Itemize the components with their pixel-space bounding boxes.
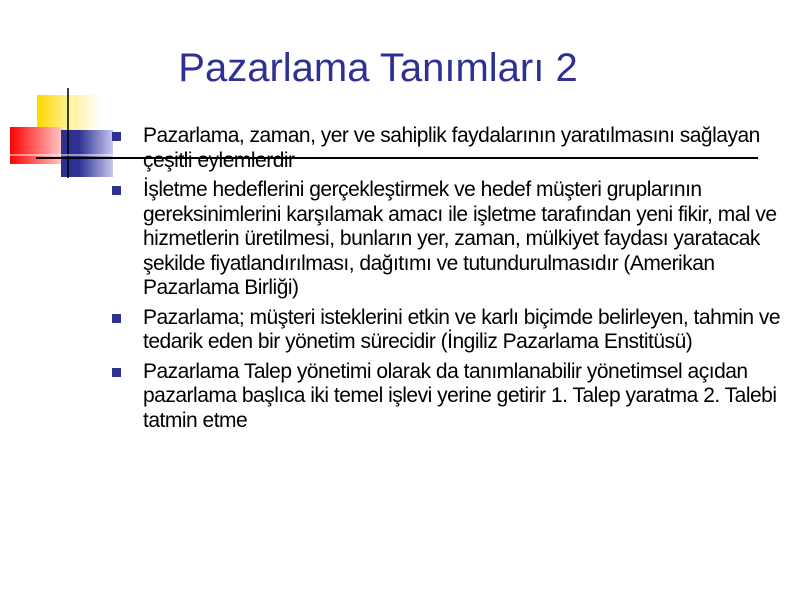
bullet-text-2: İşletme hedeflerini gerçekleştirmek ve hedef müşteri gruplarının gereksinimlerini karşılamak amacı ile işletme tarafından yeni fikir, mal ve hizmetlerin üretilmesi, bunların yer, zaman, mülkiyet faydası yaratacak şekilde fiyatlandırılması, dağıtımı ve tutundurulmasıdır (Amerikan Pazarlama Birliği)	[143, 178, 777, 299]
bullet-square-icon	[112, 132, 121, 141]
bullet-item-3	[112, 306, 782, 355]
bullet-list	[112, 124, 782, 438]
bullet-text-3: Pazarlama; müşteri isteklerini etkin ve karlı biçimde belirleyen, tahmin ve tedarik eden bir yönetim sürecidir (İngiliz Pazarlama Enstitüsü)	[143, 305, 781, 353]
bullet-square-icon	[112, 368, 121, 377]
deco-blue-square	[61, 130, 79, 177]
bullet-text-4: Pazarlama Talep yönetimi olarak da tanımlanabilir yönetimsel açıdan pazarlama başlıca iki temel işlevi yerine getirir 1. Talep yaratma 2. Talebi tatmin etme	[143, 359, 777, 432]
bullet-square-icon	[112, 186, 121, 195]
bullet-item-4	[112, 360, 782, 434]
decorative-squares	[0, 0, 130, 190]
bullet-text-1: Pazarlama, zaman, yer ve sahiplik faydalarının yaratılmasını sağlayan çeşitli eylemlerdir	[143, 124, 760, 172]
deco-blue-square-light	[79, 130, 113, 177]
slide-title: Pazarlama Tanımları 2	[178, 46, 578, 90]
bullet-square-icon	[112, 314, 121, 323]
bullet-item-2	[112, 178, 782, 301]
deco-yellow-square-light	[73, 95, 100, 135]
bullet-item-1	[112, 124, 782, 173]
